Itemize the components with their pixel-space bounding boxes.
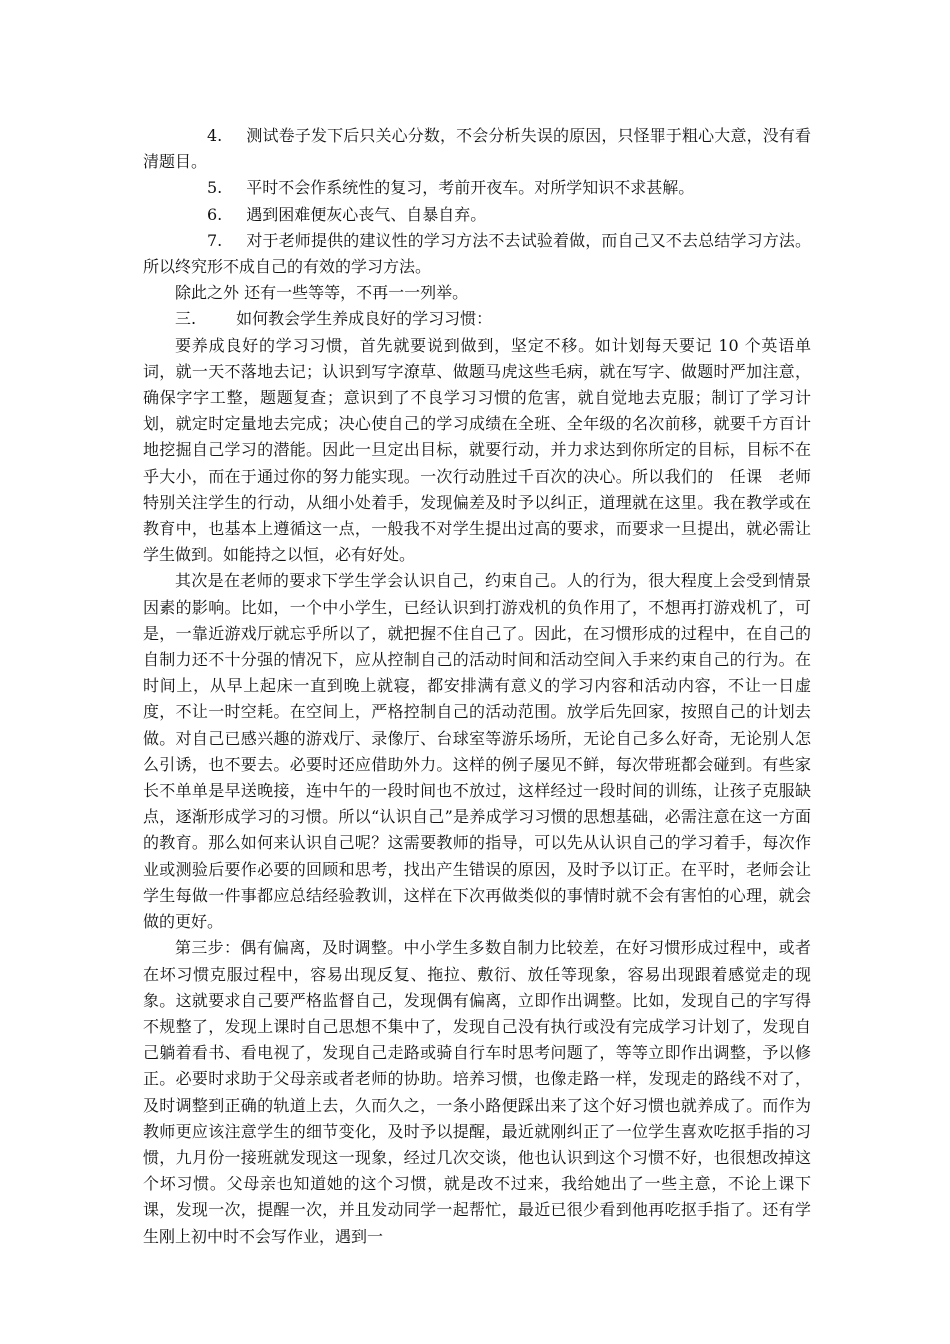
- list-item-number: 6.: [207, 204, 223, 224]
- list-item: [143, 202, 811, 228]
- section-heading: [143, 306, 811, 332]
- list-item-number: 7.: [207, 230, 223, 250]
- section-number: 三.: [175, 309, 197, 329]
- body-paragraph: 第三步：偶有偏离，及时调整。中小学生多数自制力比较差，在好习惯形成过程中，或者在坏习惯克服过程中，容易出现反复、拖拉、敷衍、放任等现象，容易出现跟着感觉走的现象。这就要求自己要严格监督自己，发现偶有偏离，立即作出调整。比如，发现自己的字写得不规整了，发现上课时自己思想不集中了，发现自己没有执行或没有完成学习计划了，发现自己躺着看书、看电视了，发现自己走路或骑自行车时思考问题了，等等立即作出调整，予以修正。必要时求助于父母亲或者老师的协助。培养习惯，也像走路一样，发现走的路线不对了，及时调整到正确的轨道上去，久而久之，一条小路便踩出来了这个好习惯也就养成了。而作为教师更应该注意学生的细节变化，及时予以提醒，最近就刚纠正了一位学生喜欢吃抠手指的习惯，九月份一接班就发现这一现象，经过几次交谈，他也认识到这个习惯不好，也很想改掉这个坏习惯。父母亲也知道她的这个习惯，就是改不过来，我给她出了一些主意，不论上课下课，发现一次，提醒一次，并且发动同学一起帮忙，最近已很少看到他再吃抠手指了。还有学生刚上初中时不会写作业，遇到一: [143, 938, 811, 1246]
- extra-line: 除此之外 还有一些等等，不再一一列举。: [175, 283, 469, 303]
- list-item-text: 对于老师提供的建议性的学习方法不去试验着做，而自己又不去总结学习方法。所以终究形不成自己的有效的学习方法。: [143, 230, 811, 277]
- list-item: [143, 123, 811, 175]
- list-item: [143, 175, 811, 201]
- body-paragraph: 要养成良好的学习习惯，首先就要说到做到，坚定不移。如计划每天要记 10 个英语单词，就一天不落地去记；认识到写字潦草、做题马虎这些毛病，就在写字、做题时严加注意，确保字字工整，题题复查；意识到了不良学习习惯的危害，就自觉地去克服；制订了学习计划，就定时定量地去完成；决心使自己的学习成绩在全班、全年级的名次前移，就要千方百计地挖掘自己学习的潜能。因此一旦定出目标，就要行动，并力求达到你所定的目标，目标不在乎大小，而在于通过你的努力能实现。一次行动胜过千百次的决心。所以我们的 任课 老师特别关注学生的行动，从细小处着手，发现偏差及时予以纠正，道理就在这里。我在教学或在教育中，也基本上遵循这一点，一般我不对学生提出过高的要求，而要求一旦提出，就必需让学生做到。如能持之以恒，必有好处。: [143, 335, 811, 565]
- document-body: [143, 123, 811, 1250]
- section-title: 如何教会学生养成良好的学习习惯：: [236, 309, 493, 329]
- list-item: [143, 228, 811, 280]
- body-paragraph: 其次是在老师的要求下学生学会认识自己，约束自己。人的行为，很大程度上会受到情景因素的影响。比如，一个中小学生，已经认识到打游戏机的负作用了，不想再打游戏机了，可是，一靠近游戏厅就忘乎所以了，就把握不住自己了。因此，在习惯形成的过程中，在自己的自制力还不十分强的情况下，应从控制自己的活动时间和活动空间入手来约束自己的行为。在时间上，从早上起床一直到晚上就寝，都安排满有意义的学习内容和活动内容，不让一日虚度，不让一时空耗。在空间上，严格控制自己的活动范围。放学后先回家，按照自己的计划去做。对自己已感兴趣的游戏厅、录像厅、台球室等游乐场所，无论自己多么好奇，无论别人怎么引诱，也不要去。必要时还应借助外力。这样的例子屡见不鲜，每次带班都会碰到。有些家长不单单是早送晚接，连中午的一段时间也不放过，这样经过一段时间的训练，让孩子克服缺点，逐渐形成学习的习惯。所以“认识自己”是养成学习习惯的思想基础，必需注意在这一方面的教育。那么如何来认识自己呢？这需要教师的指导，可以先从认识自己的学习着手，每次作业或测验后要作必要的回顾和思考，找出产生错误的原因，及时予以订正。在平时，老师会让学生每做一件事都应总结经验教训，这样在下次再做类似的事情时就不会有害怕的心理，就会做的更好。: [143, 571, 811, 932]
- list-item-text: 遇到困难便灰心丧气、自暴自弃。: [246, 204, 487, 224]
- list-item-text: 平时不会作系统性的复习，考前开夜车。对所学知识不求甚解。: [246, 178, 695, 198]
- list-item-number: 5.: [207, 178, 223, 198]
- list-item-text: 测试卷子发下后只关心分数，不会分析失误的原因，只怪罪于粗心大意，没有看清题目。: [143, 126, 811, 172]
- list-item-number: 4.: [207, 126, 223, 145]
